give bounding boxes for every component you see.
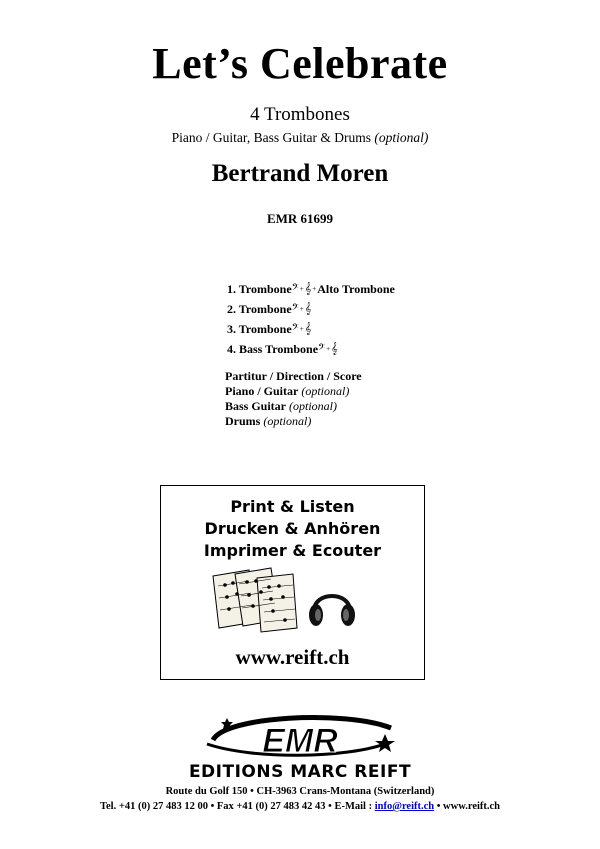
composer: Bertrand Moren [211, 160, 389, 187]
parts-list [227, 279, 395, 359]
score-label: Partitur / Direction / Score [225, 369, 362, 383]
part-item [227, 299, 395, 319]
optional-label: (optional) [289, 399, 338, 413]
treble-clef-icon: 𝄞 [304, 282, 312, 295]
email-link[interactable]: info@reift.ch [374, 801, 435, 812]
drums-item [225, 414, 362, 429]
contact-website[interactable]: • www.reift.ch [434, 801, 501, 812]
publisher-contact [0, 801, 600, 812]
scores-list [225, 369, 362, 429]
part-item [227, 339, 395, 359]
optional-label: (optional) [301, 384, 350, 398]
instrumentation [0, 130, 600, 146]
part-label: 1. Trombone [227, 282, 292, 296]
title: Let’s Celebrate [152, 39, 448, 88]
promo-box [160, 485, 425, 680]
score-item [225, 369, 362, 384]
piano-item [225, 384, 362, 399]
bass-clef-icon: 𝄢 [291, 302, 299, 315]
contact-phone-fax: Tel. +41 (0) 27 483 12 00 • Fax +41 (0) 27 483 42 43 • E-Mail : [99, 801, 375, 812]
promo-line-french: Imprimer & Ecouter [203, 541, 382, 560]
piano-label: Piano / Guitar [225, 384, 299, 398]
plus-sign: + [299, 285, 304, 293]
bass-label: Bass Guitar [225, 399, 287, 413]
catalog-number: EMR 61699 [266, 211, 334, 226]
bass-clef-icon: 𝄢 [291, 282, 299, 295]
instrumentation-optional: (optional) [374, 130, 429, 145]
treble-clef-icon: 𝄞 [304, 322, 312, 335]
plus-sign: + [312, 285, 317, 293]
bass-item [225, 399, 362, 414]
plus-sign: + [299, 305, 304, 313]
plus-sign: + [299, 325, 304, 333]
publisher-address: Route du Golf 150 • CH-3963 Crans-Montana (Switzerland) [165, 786, 435, 797]
part-suffix: Alto Trombone [317, 282, 395, 296]
plus-sign: + [326, 345, 331, 353]
drums-label: Drums [225, 414, 261, 428]
part-label: 2. Trombone [227, 302, 292, 316]
emr-logo [195, 710, 405, 762]
promo-line-german: Drucken & Anhören [204, 519, 381, 538]
svg-text:EMR: EMR [262, 722, 338, 760]
sheet-music-icon [209, 566, 299, 634]
publisher-name: EDITIONS MARC REIFT [188, 762, 412, 782]
subtitle: 4 Trombones [250, 104, 350, 125]
part-label: 4. Bass Trombone [227, 342, 319, 356]
part-label: 3. Trombone [227, 322, 292, 336]
instrumentation-main: Piano / Guitar, Bass Guitar & Drums [171, 130, 375, 145]
optional-label: (optional) [263, 414, 312, 428]
part-item [227, 279, 395, 299]
part-item [227, 319, 395, 339]
bass-clef-icon: 𝄢 [291, 322, 299, 335]
treble-clef-icon: 𝄞 [304, 302, 312, 315]
headphones-icon [306, 581, 358, 631]
treble-clef-icon: 𝄞 [331, 342, 338, 355]
promo-line-english: Print & Listen [230, 497, 355, 516]
bass-clef-icon: 𝄢 [318, 342, 326, 355]
promo-url[interactable]: www.reift.ch [235, 645, 350, 669]
